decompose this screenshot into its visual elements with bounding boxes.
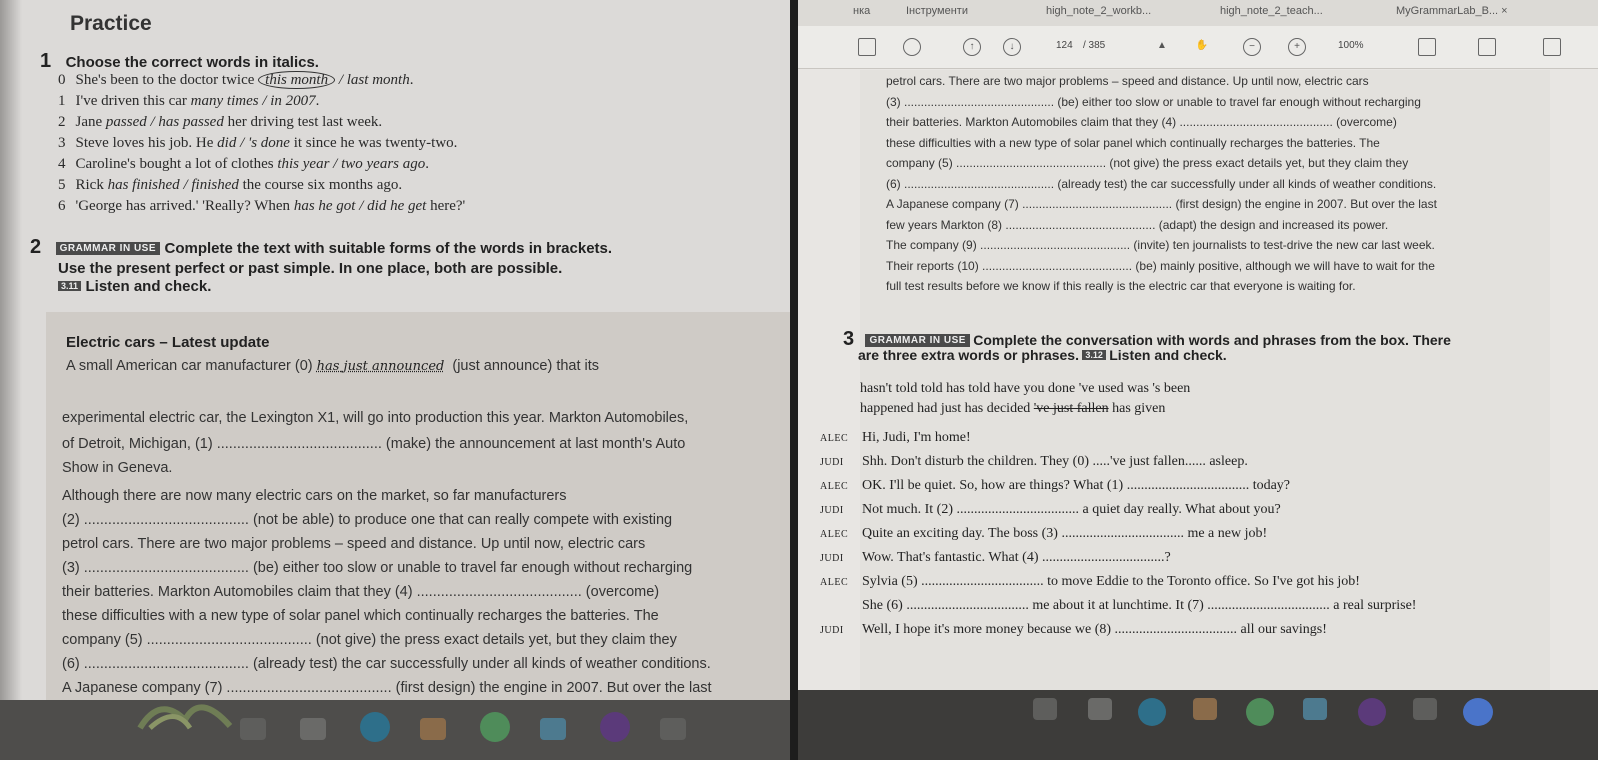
page-current[interactable]: 124 — [1056, 40, 1073, 51]
ex1-item — [58, 72, 413, 89]
choice-option[interactable]: finished — [191, 177, 239, 193]
search-icon[interactable] — [903, 38, 921, 56]
item-text: Steve loves his job. He — [75, 135, 218, 151]
zoom-level[interactable]: 100% — [1338, 40, 1364, 51]
item-text: Rick — [75, 177, 108, 193]
choice-option[interactable]: did he get — [367, 198, 427, 214]
app-icon[interactable] — [1358, 698, 1386, 726]
dialogue-line — [820, 622, 1327, 638]
dialogue-text: OK. I'll be quiet. So, how are things? What (1) ................................... today? — [862, 478, 1291, 493]
tab-partial[interactable]: нка — [853, 5, 871, 17]
choice-separator: / — [146, 114, 159, 130]
app-icon[interactable] — [1088, 698, 1112, 720]
tab-tools[interactable]: Інструменти — [906, 5, 968, 17]
choice-option[interactable]: in 2007 — [270, 93, 316, 109]
right-photo-screen — [798, 0, 1598, 760]
left-photo-page — [0, 0, 790, 760]
item-text: . — [315, 93, 320, 109]
cursor-icon[interactable]: ▲ — [1157, 40, 1167, 51]
article-line: Show in Geneva. — [62, 460, 173, 476]
ex1-item — [58, 135, 457, 152]
dialogue-line — [820, 574, 1360, 590]
speaker: ALEC — [820, 481, 849, 492]
choice-option[interactable]: this year — [277, 156, 330, 172]
speaker: JUDI — [820, 457, 844, 468]
item-text: it since he was twenty-two. — [289, 135, 458, 151]
word-box-row2: happened had just has decided 've just fallen has given — [860, 401, 1166, 416]
text-line: these difficulties with a new type of solar panel which continually recharges the batteries. The — [886, 135, 1380, 150]
dialogue-text: Sylvia (5) ................................... to move Eddie to the Toronto office. So I've got his job! — [862, 574, 1360, 589]
zoom-out-icon[interactable]: − — [1243, 38, 1261, 56]
dialogue-text: Not much. It (2) ................................... a quiet day really. What about you? — [862, 502, 1281, 517]
ex1-item — [58, 177, 402, 194]
article-line: of Detroit, Michigan, (1) ......................................... (make) the announcement at last month's Auto — [62, 436, 686, 452]
dialogue-line — [820, 502, 1281, 518]
item-text: She's been to the doctor twice — [75, 72, 259, 88]
app-icon[interactable] — [1033, 698, 1057, 720]
choice-separator: / — [329, 156, 342, 172]
choice-option[interactable]: has he got — [293, 198, 356, 214]
article-line: experimental electric car, the Lexington X1, will go into production this year. Markton Automobiles, — [62, 410, 689, 426]
ex3-header: 3 GRAMMAR IN USE Complete the conversation with words and phrases from the box. There — [843, 328, 1451, 350]
left-taskbar — [0, 700, 790, 760]
choice-option[interactable]: 's done — [248, 135, 290, 151]
text-line: company (5) ............................................. (not give) the press exact details yet, but they claim they — [886, 156, 1409, 170]
article-line: petrol cars. There are two major problems – speed and distance. Up until now, electric cars — [62, 536, 646, 552]
page-total: / 385 — [1083, 40, 1106, 51]
choice-option[interactable]: has finished — [107, 177, 180, 193]
audio-track-icon: 3.11 — [58, 281, 81, 291]
speaker: JUDI — [820, 505, 844, 516]
item-text: I've driven this car — [75, 93, 191, 109]
item-number: 6 — [58, 198, 66, 214]
speaker: JUDI — [820, 553, 844, 564]
tab-mygrammarlab[interactable]: MyGrammarLab_B... × — [1396, 5, 1508, 17]
text-line: The company (9) ............................................. (invite) ten journalists to test-drive the new car last week. — [886, 238, 1435, 252]
choice-option[interactable]: many times — [190, 93, 259, 109]
ex2-subtitle: Use the present perfect or past simple. In one place, both are possible. — [58, 260, 563, 277]
fit-page-icon[interactable] — [1418, 38, 1436, 56]
keyboard-icon[interactable] — [1478, 38, 1496, 56]
skype-icon[interactable] — [1138, 698, 1166, 726]
choice-option[interactable]: did — [217, 135, 237, 151]
app-icon[interactable] — [240, 718, 266, 740]
dialogue-line — [820, 454, 1248, 470]
item-number: 2 — [58, 114, 66, 130]
dialogue-line — [820, 430, 971, 446]
ex1-item — [58, 93, 319, 110]
hand-tool-icon[interactable]: ✋ — [1195, 40, 1209, 51]
practice-heading: Practice — [70, 12, 152, 35]
tab-teachers[interactable]: high_note_2_teach... — [1220, 5, 1323, 17]
ex1-item — [58, 198, 465, 215]
choice-option[interactable]: passed — [105, 114, 147, 130]
article-text: A small American car manufacturer (0) — [66, 358, 317, 374]
dialogue-line — [820, 526, 1267, 542]
choice-separator: / — [355, 198, 368, 214]
choice-option[interactable]: has passed — [158, 114, 224, 130]
choice-separator: / — [236, 135, 248, 151]
article-line — [66, 358, 599, 374]
right-taskbar — [798, 690, 1598, 760]
article-line: their batteries. Markton Automobiles claim that they (4) ......................................... (overcome) — [62, 584, 660, 600]
text-line: A Japanese company (7) ............................................. (first design) the engine in 2007. But over the last — [886, 197, 1437, 211]
item-text: her driving test last week. — [223, 114, 383, 130]
tab-bar — [798, 0, 1598, 26]
speaker: ALEC — [820, 577, 849, 588]
article-line: (3) ......................................... (be) either too slow or unable to travel far enough without recharging — [62, 560, 693, 576]
choice-option[interactable]: two years ago — [341, 156, 426, 172]
speaker: ALEC — [820, 433, 849, 444]
item-text: Caroline's bought a lot of clothes — [75, 156, 278, 172]
speaker: JUDI — [820, 625, 844, 636]
text-line: full test results before we know if this really is the electric car that everyone is waiting for. — [886, 279, 1356, 293]
choice-option[interactable]: last month — [346, 72, 410, 88]
chrome-icon[interactable] — [1246, 698, 1274, 726]
zoom-icon[interactable] — [1463, 698, 1493, 726]
app-icon[interactable] — [420, 718, 446, 740]
dialogue-text: Well, I hope it's more money because we (8) ................................... all our savings! — [862, 622, 1327, 637]
app-icon[interactable] — [300, 718, 326, 740]
zoom-in-icon[interactable]: + — [1288, 38, 1306, 56]
ex2-header: 2 GRAMMAR IN USE Complete the text with suitable forms of the words in brackets. — [30, 236, 613, 258]
item-number: 1 — [58, 93, 66, 109]
dialogue-text: Quite an exciting day. The boss (3) ................................... me a new job! — [862, 526, 1268, 541]
item-number: 4 — [58, 156, 66, 172]
item-text: . — [409, 72, 414, 88]
dialogue-line — [820, 598, 1416, 614]
app-icon[interactable] — [600, 712, 630, 742]
item-text: 'George has arrived.' 'Really? When — [75, 198, 294, 214]
page-up-icon[interactable]: ↑ — [963, 38, 981, 56]
text-line: petrol cars. There are two major problems – speed and distance. Up until now, electric cars — [886, 74, 1369, 88]
item-text: here?' — [426, 198, 466, 214]
app-icon[interactable] — [1413, 698, 1437, 720]
page-shadow — [0, 0, 22, 760]
article-text: (just announce) that its — [452, 358, 600, 374]
app-icon[interactable] — [1193, 698, 1217, 720]
word-box-row1: hasn't told told has told have you done 've used was 's been — [860, 381, 1191, 396]
choice-separator: / — [179, 177, 192, 193]
article-line: company (5) ......................................... (not give) the press exact details yet, but they claim they — [62, 632, 677, 648]
ex1-item — [58, 114, 382, 131]
tab-workbook[interactable]: high_note_2_workb... — [1046, 5, 1152, 17]
dialogue-text: Shh. Don't disturb the children. They (0) .....'ve just fallen...... asleep. — [862, 454, 1248, 469]
ex2-listen[interactable]: 3.11 Listen and check. — [58, 278, 211, 296]
text-line: (6) ............................................. (already test) the car successfully under all kinds of weather conditions. — [886, 176, 1437, 191]
speaker: ALEC — [820, 529, 849, 540]
text-line: Their reports (10) ............................................. (be) mainly positive, although we will have to wait for the — [886, 258, 1435, 273]
item-number: 5 — [58, 177, 66, 193]
choice-separator: / — [335, 72, 347, 88]
dialogue-text: Wow. That's fantastic. What (4) ...................................? — [862, 550, 1171, 565]
mail-icon[interactable] — [540, 718, 566, 740]
ex1-header: 1 Choose the correct words in italics. — [40, 50, 319, 72]
choice-separator: / — [258, 93, 271, 109]
app-icon[interactable] — [660, 718, 686, 740]
text-line: (3) ............................................. (be) either too slow or unable to travel far enough without recharging — [886, 94, 1421, 109]
mail-icon[interactable] — [858, 38, 876, 56]
article-line: Although there are now many electric cars on the market, so far manufacturers — [62, 488, 567, 504]
dialogue-text: Hi, Judi, I'm home! — [862, 430, 971, 445]
pdf-toolbar — [798, 26, 1598, 69]
article-line: these difficulties with a new type of solar panel which continually recharges the batteries. The — [62, 608, 659, 624]
dialogue-text: She (6) ................................... me about it at lunchtime. It (7) ................................... a real surprise! — [862, 598, 1417, 613]
text-line: few years Markton (8) ............................................. (adapt) the design and increased its power. — [886, 217, 1389, 232]
dialogue-line — [820, 478, 1290, 494]
answer-handwritten: has just announced — [316, 359, 445, 374]
mail-icon[interactable] — [1303, 698, 1327, 720]
item-text: Jane — [75, 114, 106, 130]
sidebar-icon[interactable] — [1543, 38, 1561, 56]
audio-track-icon: 3.12 — [1082, 350, 1106, 360]
item-text: the course six months ago. — [238, 177, 403, 193]
choice-option[interactable]: this month — [258, 71, 335, 89]
item-number: 3 — [58, 135, 66, 151]
item-number: 0 — [58, 72, 66, 88]
article-line: (6) ......................................... (already test) the car successfully under all kinds of weather conditions. — [62, 656, 711, 672]
ex1-item — [58, 156, 429, 173]
article-line: (2) ......................................... (not be able) to produce one that can really compete with existing — [62, 512, 673, 528]
plant-decoration-icon — [130, 690, 240, 730]
item-text: . — [425, 156, 430, 172]
article-title: Electric cars – Latest update — [66, 334, 270, 351]
article-line: A Japanese company (7) ......................................... (first design) the engine in 2007. But over the last — [62, 680, 712, 696]
dialogue-line — [820, 550, 1171, 566]
ex3-subtitle: are three extra words or phrases. 3.12 Listen and check. — [858, 347, 1227, 363]
skype-icon[interactable] — [360, 712, 390, 742]
text-line: their batteries. Markton Automobiles claim that they (4) .............................................. (overcome) — [886, 115, 1397, 129]
page-down-icon[interactable]: ↓ — [1003, 38, 1021, 56]
photo-divider — [790, 0, 798, 760]
chrome-icon[interactable] — [480, 712, 510, 742]
